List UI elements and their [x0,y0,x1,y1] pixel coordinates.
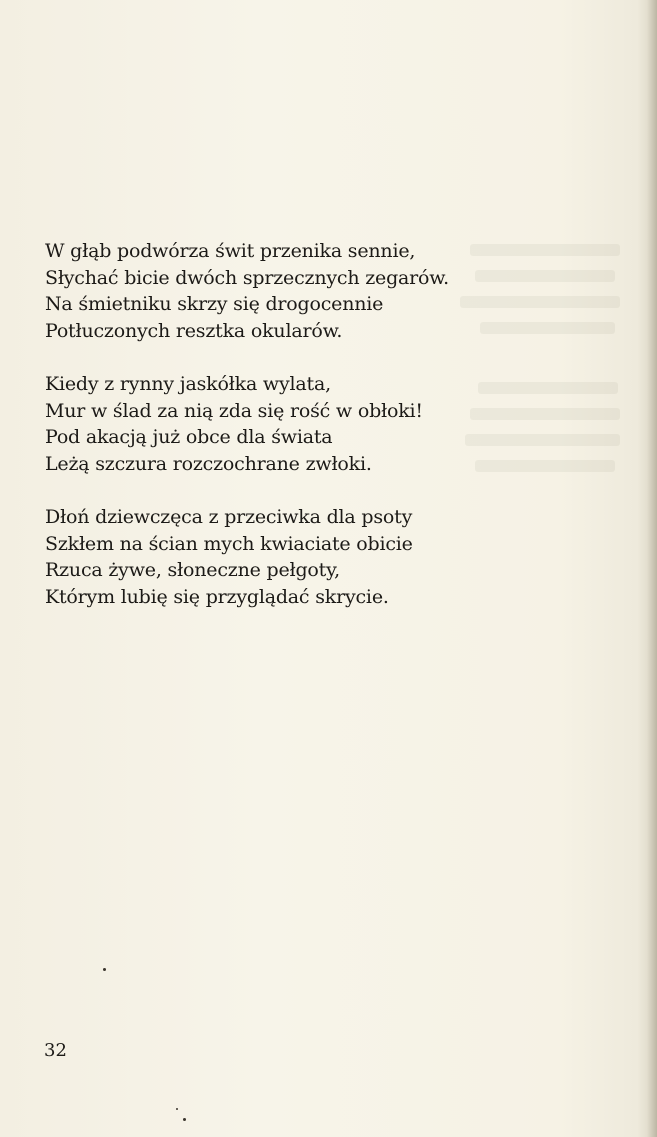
poem-line: Dłoń dziewczęca z przeciwka dla psoty [45,506,413,528]
poem-line: Mur w ślad za nią zda się rość w obłoki! [45,399,423,422]
poem-line: Szkłem na ścian mych kwiaciate obicie [45,532,413,555]
page-edge-shadow [647,0,657,1137]
stanza-3 [45,504,505,610]
poem-line: Słychać bicie dwóch sprzecznych zegarów. [45,266,449,289]
poem-line: Leżą szczura rozczochrane zwłoki. [45,452,372,475]
page-number: 32 [44,1040,67,1061]
stanza-1 [45,238,505,344]
paper-speck [176,1108,178,1110]
poem-line: Pod akacją już obce dla świata [45,426,333,448]
poem-line: Potłuczonych resztka okularów. [45,319,343,342]
poem-line: Na śmietniku skrzy się drogocennie [45,293,384,315]
poem-line: Kiedy z rynny jaskółka wylata, [45,373,331,395]
poem-line: W głąb podwórza świt przenika sennie, [45,240,416,262]
paper-speck [103,968,106,971]
poem-line: Którym lubię się przyglądać skrycie. [45,585,389,608]
paper-speck [183,1118,186,1121]
stanza-2 [45,371,505,477]
poem-line: Rzuca żywe, słoneczne pełgoty, [45,559,340,581]
poem [45,238,505,637]
